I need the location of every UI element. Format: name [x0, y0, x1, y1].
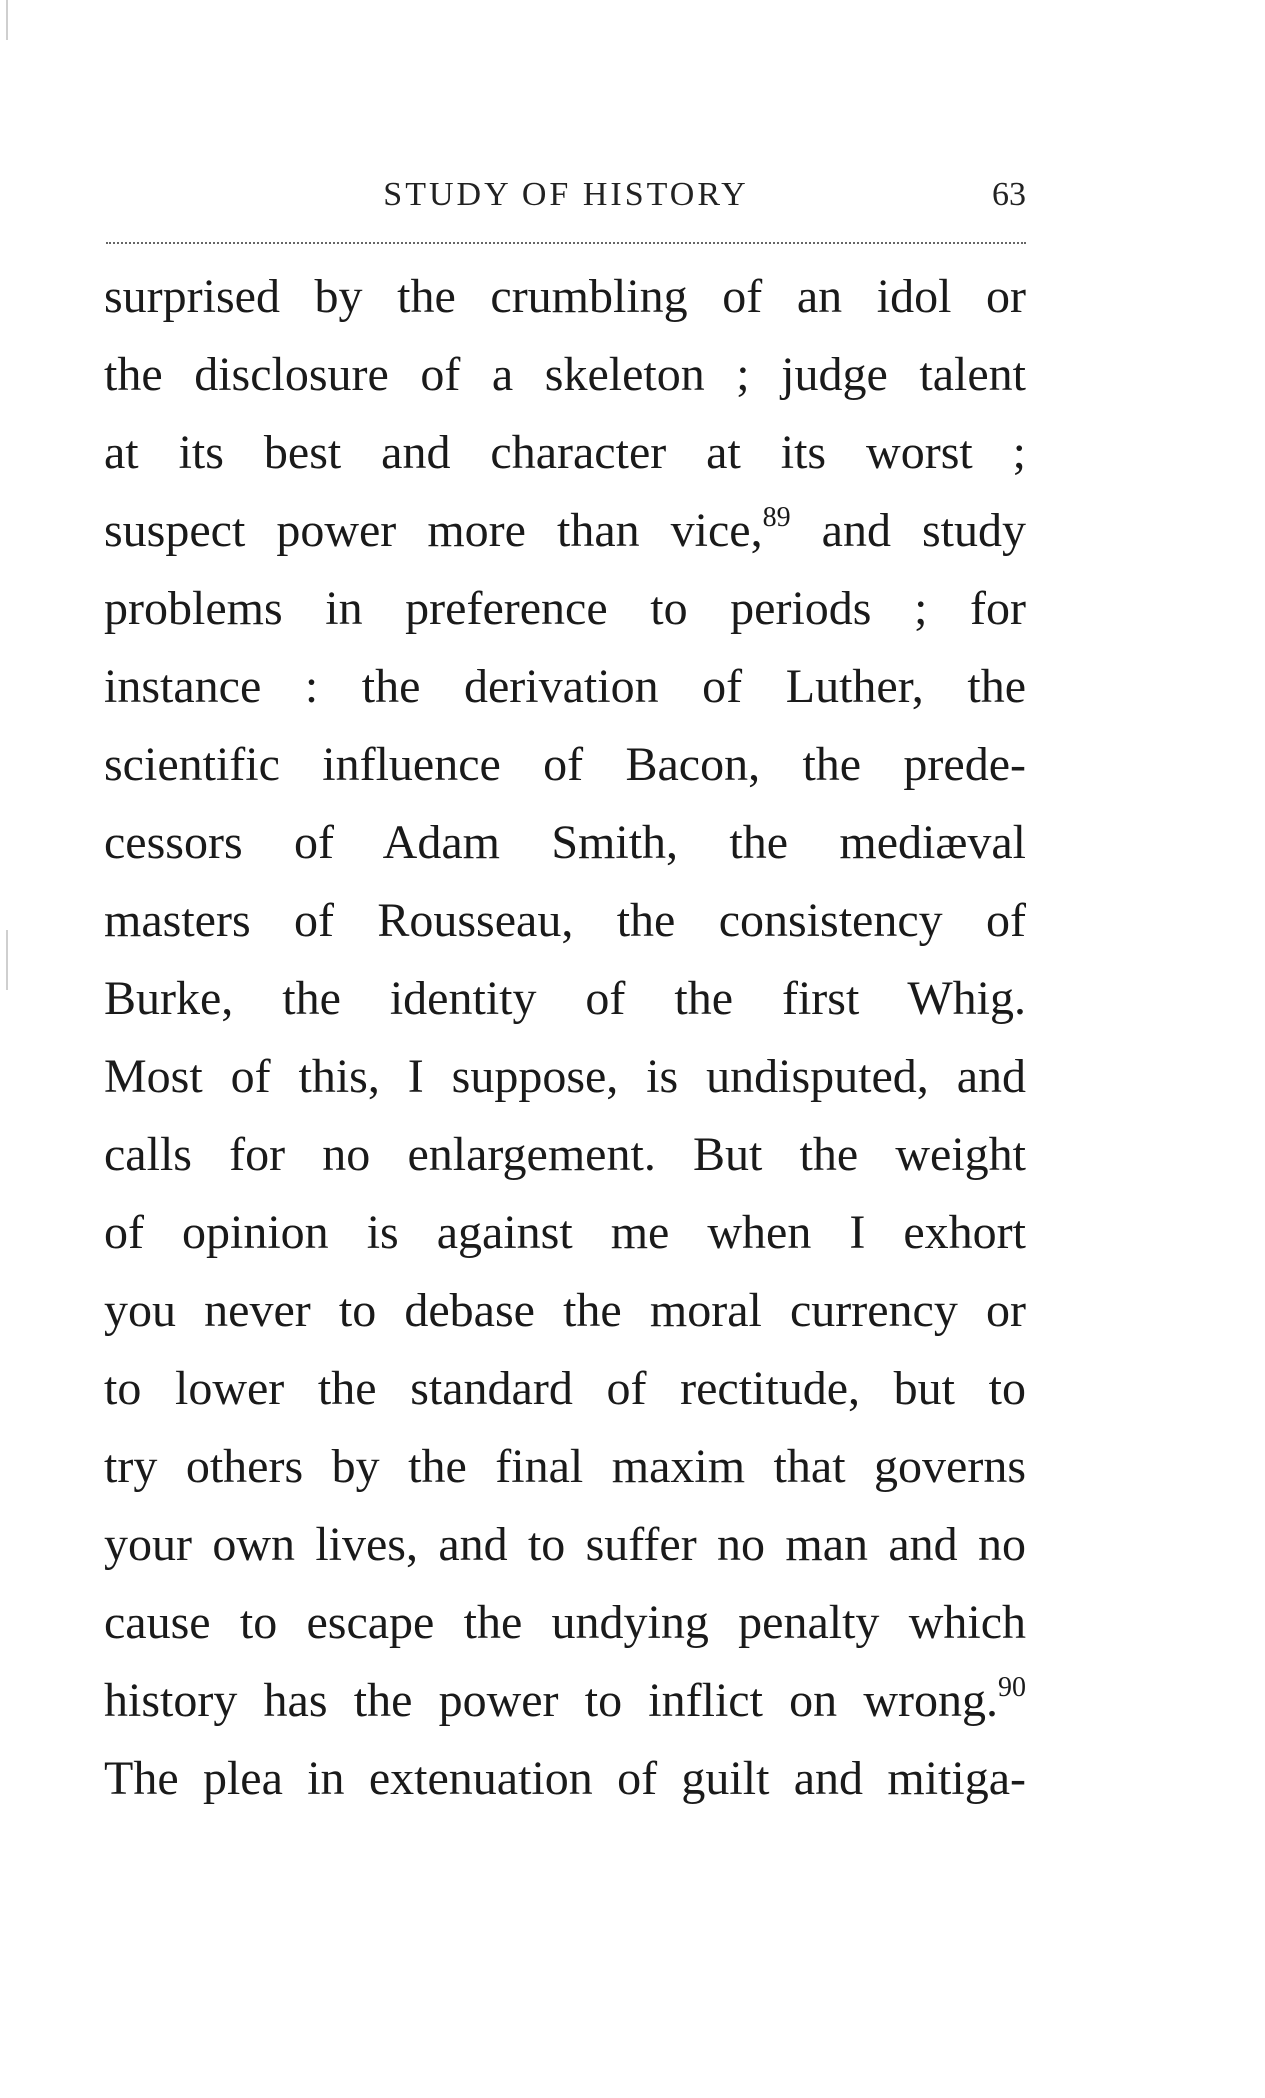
text-line: masters of Rousseau, the consistency of	[104, 894, 1026, 947]
text-line: try others by the final maxim that governs	[104, 1440, 1026, 1493]
text-line: problems in preference to periods ; for	[104, 582, 1026, 635]
text-line-start: history has the power to inflict on wrong.	[104, 1674, 998, 1727]
text-line: calls for no enlargement. But the weight	[104, 1128, 1026, 1181]
text-line	[104, 492, 1026, 570]
text-line: to lower the standard of rectitude, but to	[104, 1362, 1026, 1415]
page-number: 63	[992, 176, 1026, 213]
text-line: you never to debase the moral currency or	[104, 1284, 1026, 1337]
footnote-marker-90: 90	[998, 1672, 1026, 1703]
text-line: cause to escape the undying penalty which	[104, 1596, 1026, 1649]
text-line: surprised by the crumbling of an idol or	[104, 270, 1026, 323]
text-line: instance : the derivation of Luther, the	[104, 660, 1026, 713]
text-line: Most of this, I suppose, is undisputed, and	[104, 1050, 1026, 1103]
running-head	[106, 170, 1026, 220]
text-line: your own lives, and to suffer no man and no	[104, 1518, 1026, 1571]
footnote-marker-89: 89	[762, 502, 791, 533]
text-line-end: and study	[790, 504, 1026, 557]
text-line: at its best and character at its worst ;	[104, 426, 1026, 479]
scan-margin-mark	[6, 0, 8, 40]
scan-margin-mark	[6, 930, 8, 990]
text-line-start: suspect power more than vice,	[104, 504, 763, 557]
text-line	[104, 1662, 1026, 1740]
header-rule	[106, 242, 1026, 244]
text-line: of opinion is against me when I exhort	[104, 1206, 1026, 1259]
text-line: The plea in extenuation of guilt and mitiga-	[104, 1752, 1026, 1805]
text-line: cessors of Adam Smith, the mediæval	[104, 816, 1026, 869]
body-text	[104, 258, 1026, 1818]
running-title: STUDY OF HISTORY	[383, 176, 749, 213]
text-line: the disclosure of a skeleton ; judge talent	[104, 348, 1026, 401]
text-line: scientific influence of Bacon, the prede-	[104, 738, 1026, 791]
text-line: Burke, the identity of the first Whig.	[104, 972, 1026, 1025]
